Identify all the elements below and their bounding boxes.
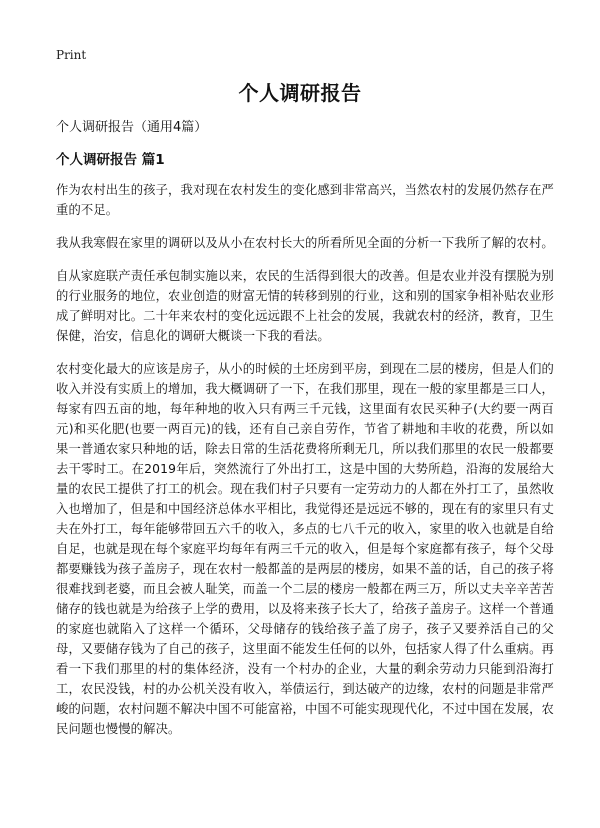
document-subtitle: 个人调研报告（通用4篇） <box>56 120 208 135</box>
page-title: 个人调研报告 <box>238 81 362 105</box>
paragraph: 自从家庭联产责任承包制实施以来，农民的生活得到很大的改善。但是农业并没有摆脱为别的行业服务的地位，农业创造的财富无情的转移到别的行业，这和别的国家争相补贴农业形成了鲜明对比。二十年来农村的变化远远跟不上社会的发展，我就农村的经济，教育，卫生保健，治安，信息化的调研大概谈一下我的看法。 <box>56 269 554 343</box>
paragraph: 农村变化最大的应该是房子，从小的时候的土坯房到平房，到现在二层的楼房，但是人们的收入并没有实质上的增加，我大概调研了一下，在我们那里，现在一般的家里都是三口人，每家有四五亩的地，每年种地的收入只有两三千元钱，这里面有农民买种子(大约要一两百元)和买化肥(也要一两百元)的钱，还有自己亲自劳作，节省了耕地和丰收的花费，所以如果一普通农家只种地的话，除去日常的生活花费将所剩无几，所以我们那里的农民一般都要去干零时工。在2019年后，突然流行了外出打工，这是中国的大势所趋，沿海的发展给大量的农民工提供了打工的机会。现在我们村子只要有一定劳动力的人都在外打工了，虽然收入也增加了，但是和中国经济总体水平相比，我觉得还是远远不够的，现在有的家里只有丈夫在外打工，每年能够带回五六千的收入，多点的七八千元的收入，家里的收入也就是自给自足，也就是现在每个家庭平均每年有两三千元的收入，但是每个家庭都有孩子，每个父母都要赚钱为孩子盖房子，现在农村一般都盖的是两层的楼房，如果不盖的话，自己的孩子将很难找到老婆，而且会被人耻笑，而盖一个二层的楼房一般都在两三万，所以丈夫辛辛苦苦储存的钱也就是为给孩子上学的费用，以及将来孩子长大了，给孩子盖房子。这样一个普通的家庭也就陷入了这样一个循环，父母储存的钱给孩子盖了房子，孩子又要养活自己的父母，又要储存钱为了自己的孩子，这里面不能发生任何的以外，包括家人得了什么重病。再看一下我们那里的村的集体经济，没有一个村办的企业，大量的剩余劳动力只能到沿海打工，农民没钱，村的办公机关没有收入，举债运行，到达破产的边缘，农村的问题是非常严峻的问题，农村问题不解决中国不可能富裕，中国不可能实现现代化，不过中国在发展，农民问题也慢慢的解决。 <box>56 362 554 736</box>
document-body <box>56 180 554 752</box>
paragraph: 作为农村出生的孩子，我对现在农村发生的变化感到非常高兴，当然农村的发展仍然存在严重的不足。 <box>56 183 554 217</box>
section-heading: 个人调研报告 篇1 <box>56 152 165 168</box>
print-label: Print <box>56 48 87 62</box>
paragraph: 我从我寒假在家里的调研以及从小在农村长大的所看所见全面的分析一下我所了解的农村。 <box>56 236 554 250</box>
